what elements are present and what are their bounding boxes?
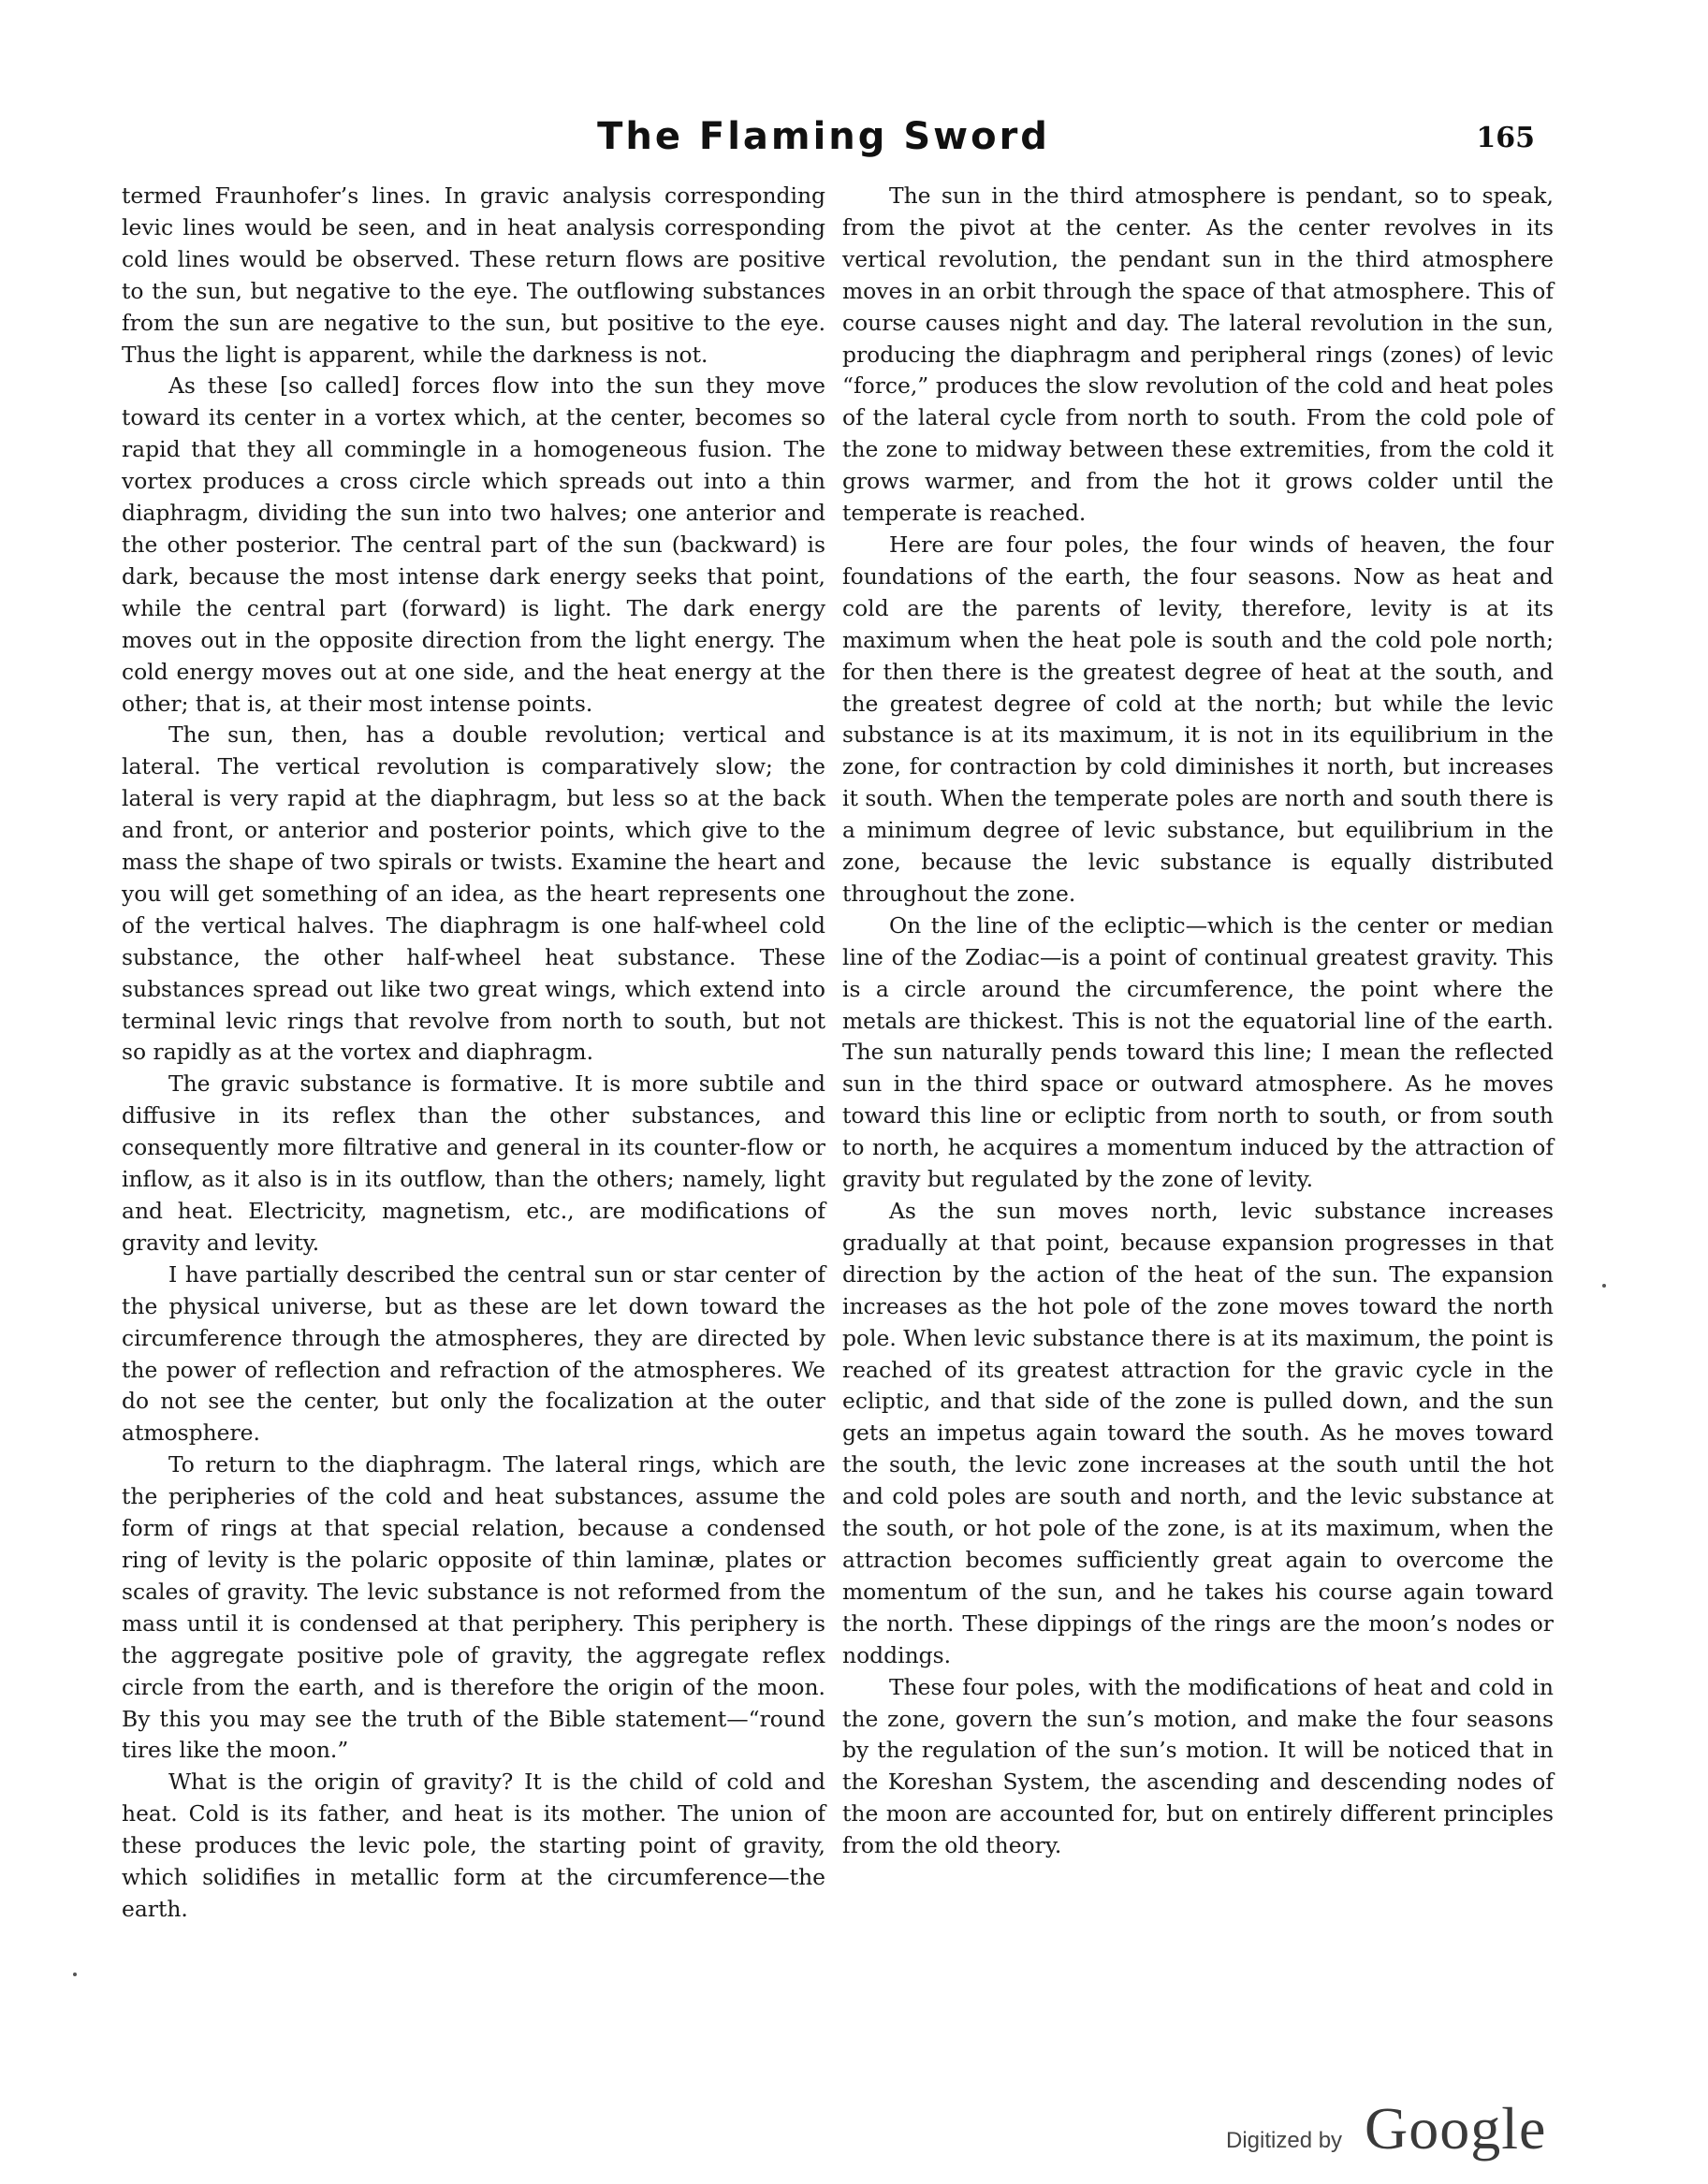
paragraph: termed Fraunhofer’s lines. In gravic analysis corresponding levic lines would be seen, and in heat analysis corresponding cold lines would be observed. These return flows are positive to the sun, but negative to the eye. The outflowing substances from the sun are negative to the sun, but positive to the eye. Thus the light is apparent, while the darkness is not. (122, 182, 825, 368)
paragraph: These four poles, with the modifications of heat and cold in the zone, govern the sun’s motion, and make the four seasons by the regulation of the sun’s motion. It will be noticed that in the Koreshan System, the ascending and descending nodes of the moon are accounted for, but on entirely different principles from the old theory. (842, 1673, 1554, 1859)
paragraph: To return to the diaphragm. The lateral rings, which are the peripheries of the cold and heat substances, assume the form of rings at that special relation, because a condensed ring of levity is the polaric opposite of thin laminæ, plates or scales of gravity. The levic substance is not reformed from the mass until it is condensed at that periphery. This periphery is the aggregate positive pole of gravity, the aggregate reflex circle from the earth, and is therefore the origin of the moon. By this you may see the truth of the Bible statement—“round tires like the moon.” (122, 1451, 825, 1764)
right-column (842, 181, 1554, 1862)
paragraph: As these [so called] forces flow into the sun they move toward its center in a vortex which, at the center, becomes so rapid that they all commingle in a homogeneous fusion. The vortex produces a cross circle which spreads out into a thin diaphragm, dividing the sun into two halves; one anterior and the other posterior. The central part of the sun (backward) is dark, because the most intense dark energy seeks that point, while the central part (forward) is light. The dark energy moves out in the opposite direction from the light energy. The cold energy moves out at one side, and the heat energy at the other; that is, at their most intense points. (122, 372, 825, 717)
watermark-brand-logo: Google (1365, 2095, 1547, 2162)
paragraph: As the sun moves north, levic substance increases gradually at that point, because expansion progresses in that direction by the action of the heat of the sun. The expansion increases as the hot pole of the zone moves toward the north pole. When levic substance there is at its maximum, the point is reached of its greatest attraction for the gravic cycle in the ecliptic, and that side of the zone is pulled down, and the sun gets an impetus again toward the south. As he moves toward the south, the levic zone increases at the south until the hot and cold poles are south and north, and the levic substance at the south, or hot pole of the zone, is at its maximum, when the attraction becomes sufficiently great again to overcome the momentum of the sun, and he takes his course again toward the north. These dippings of the rings are the moon’s nodes or noddings. (842, 1198, 1554, 1668)
digitized-watermark (1189, 2094, 1563, 2169)
page-number: 165 (1476, 122, 1535, 154)
scan-speck (1602, 1284, 1606, 1288)
paragraph: I have partially described the central sun or star center of the physical universe, but as these are let down toward the circumference through the atmospheres, they are directed by the power of reflection and refraction of the atmospheres. We do not see the center, but only the focalization at the outer atmosphere. (122, 1260, 825, 1447)
left-column (122, 181, 825, 1926)
watermark-prefix: Digitized by (1226, 2128, 1343, 2153)
scan-speck (73, 1973, 77, 1976)
paragraph: The gravic substance is formative. It is more subtile and diffusive in its reflex than the other substances, and consequently more filtrative and general in its counter-flow or inflow, as it also is in its outflow, than the others; namely, light and heat. Electricity, magnetism, etc., are modifications of gravity and levity. (122, 1070, 825, 1256)
paragraph: The sun in the third atmosphere is pendant, so to speak, from the pivot at the center. As the center revolves in its vertical revolution, the pendant sun in the third atmosphere moves in an orbit through the space of that atmosphere. This of course causes night and day. The lateral revolution in the sun, producing the diaphragm and peripheral rings (zones) of levic “force,” produces the slow revolution of the cold and heat poles of the lateral cycle from north to south. From the cold pole of the zone to midway between these extremities, from the cold it grows warmer, and from the hot it grows colder until the temperate is reached. (842, 182, 1554, 527)
paragraph: On the line of the ecliptic—which is the center or median line of the Zodiac—is a point of continual greatest gravity. This is a circle around the circumference, the point where the metals are thickest. This is not the equatorial line of the earth. The sun naturally pends toward this line; I mean the reflected sun in the third space or outward atmosphere. As he moves toward this line or ecliptic from north to south, or from south to north, he acquires a momentum induced by the attraction of gravity but regulated by the zone of levity. (842, 911, 1554, 1193)
page-header (0, 110, 1708, 167)
paragraph: Here are four poles, the four winds of heaven, the four foundations of the earth, the four seasons. Now as heat and cold are the parents of levity, therefore, levity is at its maximum when the heat pole is south and the cold pole north; for then there is the greatest degree of heat at the south, and the greatest degree of cold at the north; but while the levic substance is at its maximum, it is not in its equilibrium in the zone, for contraction by cold diminishes it north, but increases it south. When the temperate poles are north and south there is a minimum degree of levic substance, but equilibrium in the zone, because the levic substance is equally distributed throughout the zone. (842, 531, 1554, 907)
paragraph: What is the origin of gravity? It is the child of cold and heat. Cold is its father, and heat is its mother. The union of these produces the levic pole, the starting point of gravity, which solidifies in metallic form at the circumference—the earth. (122, 1769, 825, 1922)
running-title: The Flaming Sword (597, 115, 1050, 158)
paragraph: The sun, then, has a double revolution; vertical and lateral. The vertical revolution is comparatively slow; the lateral is very rapid at the diaphragm, but less so at the back and front, or anterior and posterior points, which give to the mass the shape of two spirals or twists. Examine the heart and you will get something of an idea, as the heart represents one of the vertical halves. The diaphragm is one half-wheel cold substance, the other half-wheel heat substance. These substances spread out like two great wings, which extend into terminal levic rings that revolve from north to south, but not so rapidly as at the vortex and diaphragm. (122, 721, 825, 1066)
